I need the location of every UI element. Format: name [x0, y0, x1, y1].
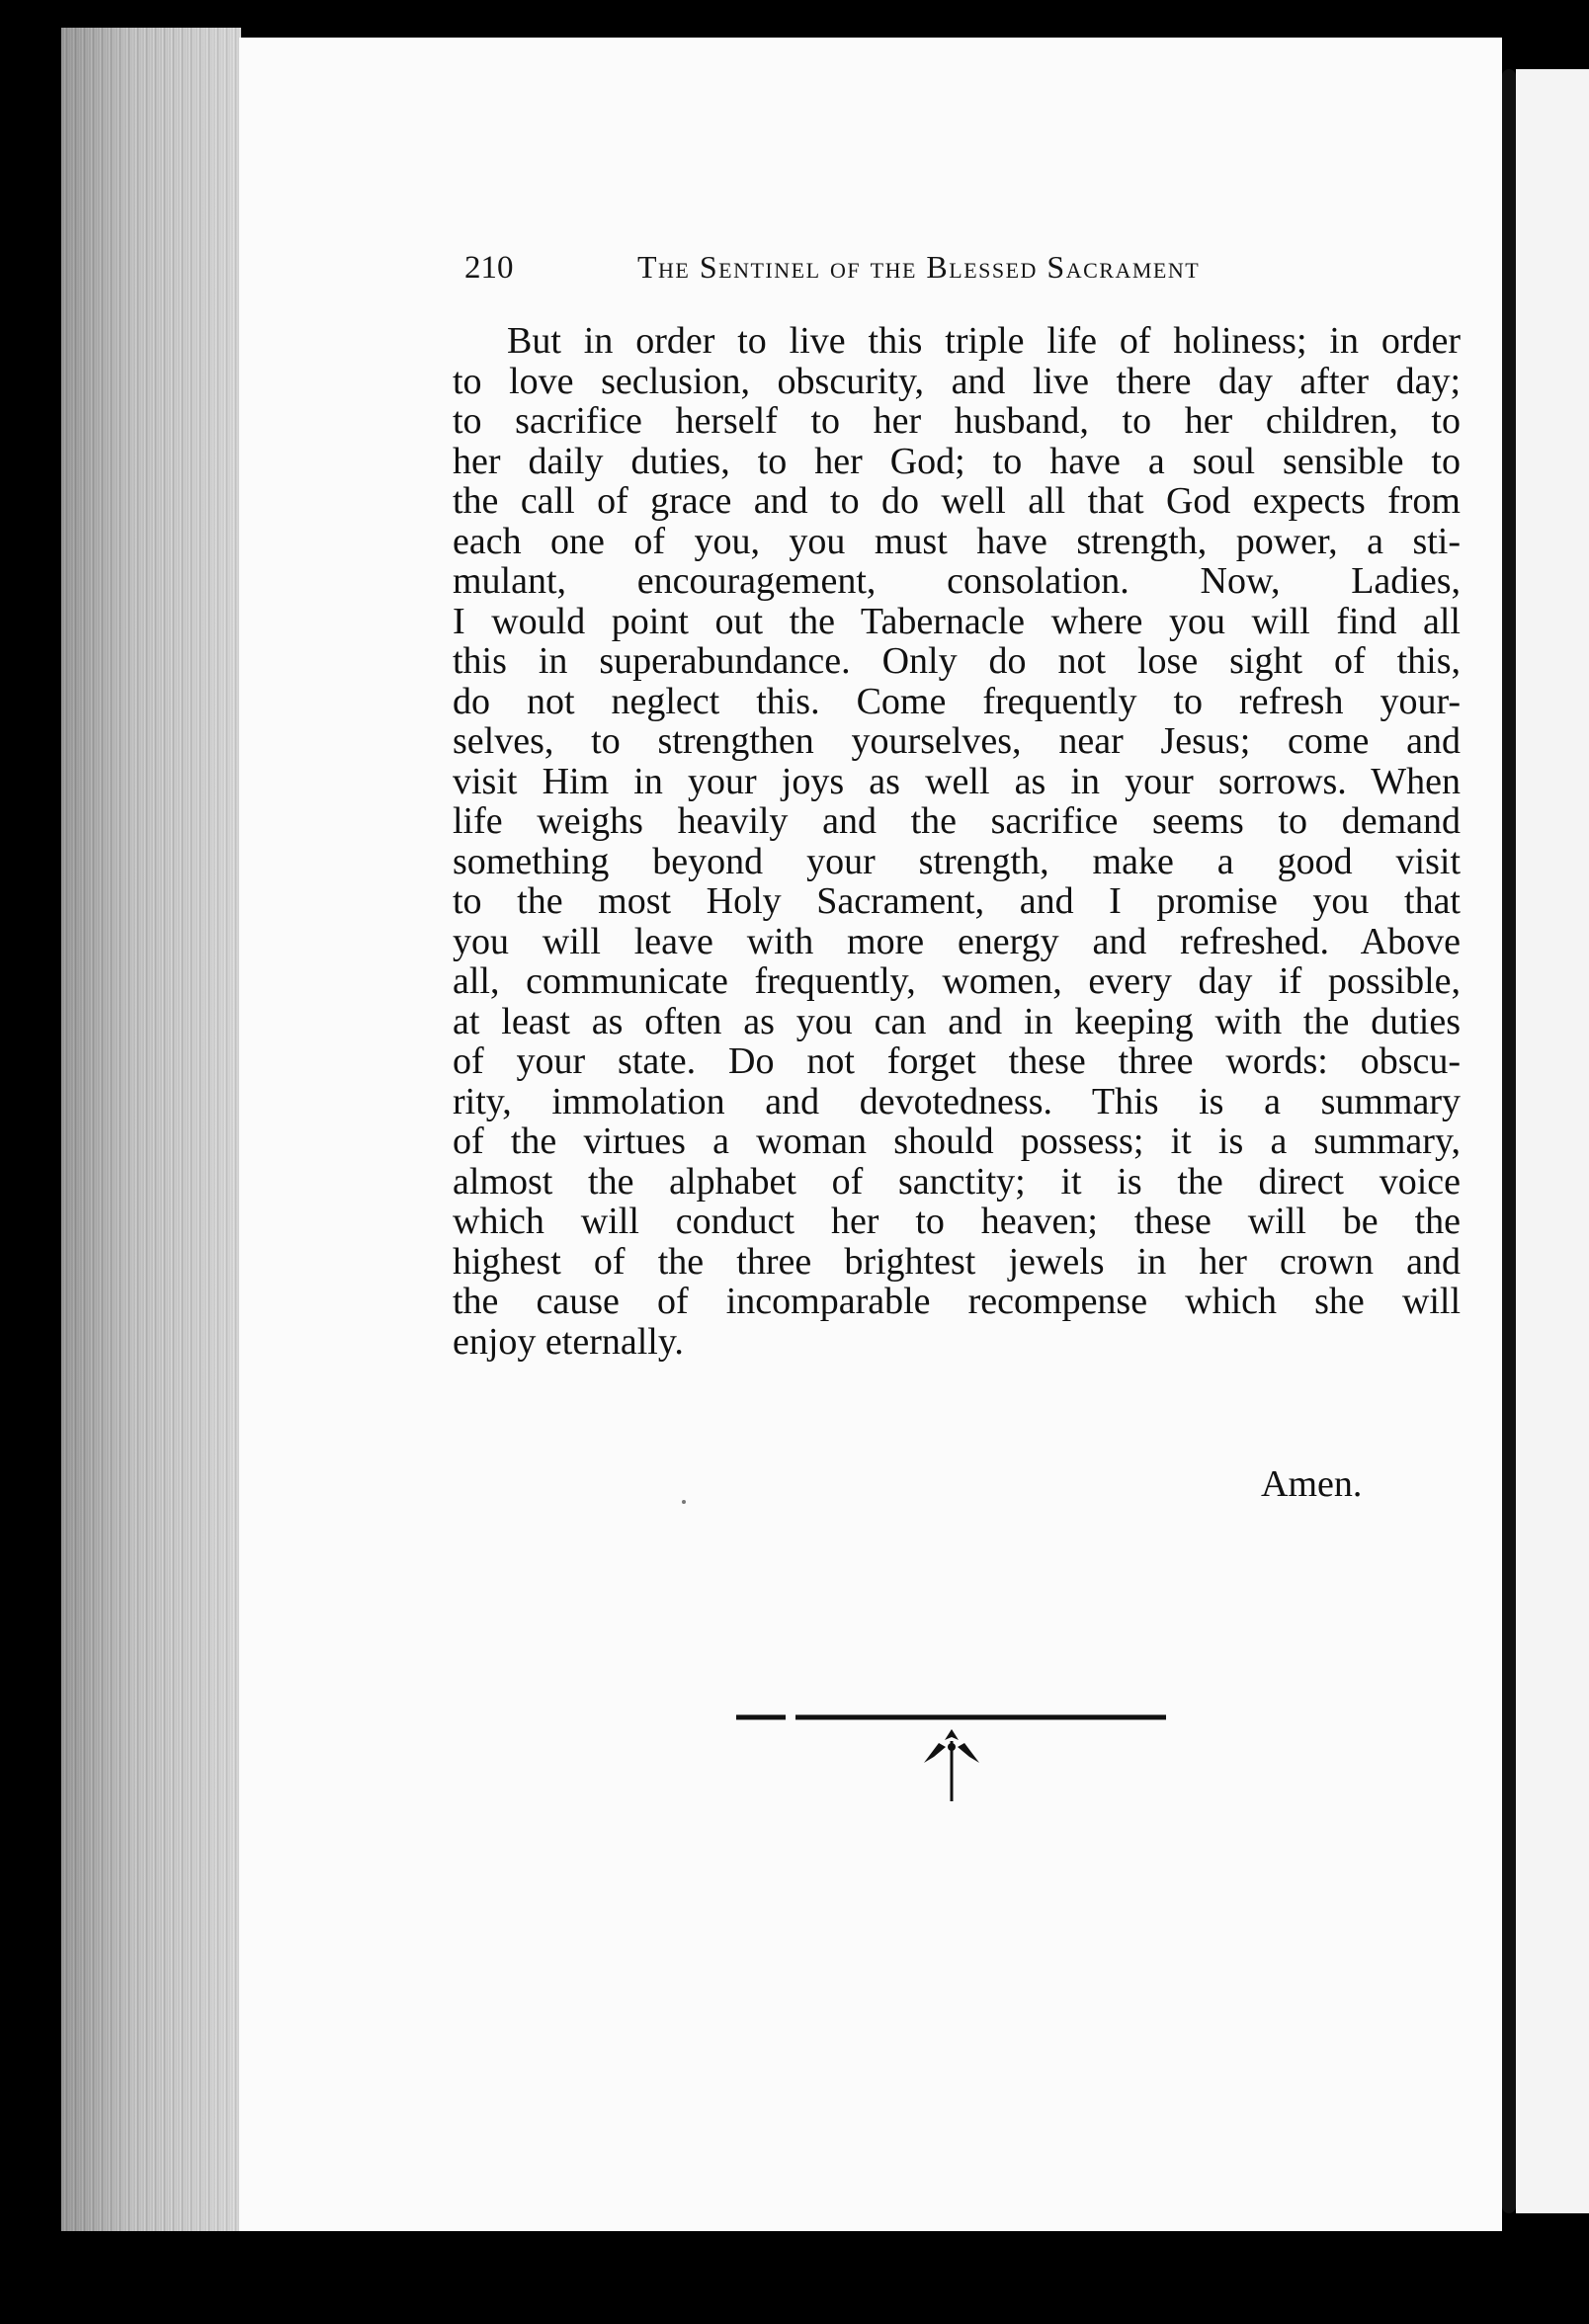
- text-line: all, communicate frequently, women, every day if possible,: [453, 961, 1461, 1002]
- text-line: to love seclusion, obscurity, and live there day after day;: [453, 361, 1461, 401]
- ornament-divider-icon: [736, 1707, 1166, 1806]
- text-line: of your state. Do not forget these three words: obscu-: [453, 1041, 1461, 1082]
- text-line: highest of the three brightest jewels in her crown and: [453, 1241, 1461, 1282]
- text-line: the cause of incomparable recompense which she will: [453, 1282, 1461, 1322]
- text-line: enjoy eternally.: [453, 1321, 684, 1362]
- text-line: But in order to live this triple life of holiness; in order: [507, 321, 1461, 362]
- text-line: to sacrifice herself to her husband, to her children, to: [453, 401, 1461, 442]
- text-line: of the virtues a woman should possess; it is a summary,: [453, 1121, 1461, 1162]
- text-line: selves, to strengthen yourselves, near Jesus; come and: [453, 721, 1461, 762]
- text-line: you will leave with more energy and refreshed. Above: [453, 921, 1461, 961]
- text-line: almost the alphabet of sanctity; it is the direct voice: [453, 1161, 1461, 1202]
- text-line: at least as often as you can and in keeping with the duties: [453, 1001, 1461, 1041]
- text-line: mulant, encouragement, consolation. Now, Ladies,: [453, 561, 1461, 602]
- text-line: the call of grace and to do well all that God expects from: [453, 481, 1461, 522]
- text-line: each one of you, you must have strength, power, a sti-: [453, 521, 1461, 561]
- text-line: life weighs heavily and the sacrifice seems to demand: [453, 801, 1461, 842]
- text-line: I would point out the Tabernacle where you will find all: [453, 601, 1461, 641]
- text-line: to the most Holy Sacrament, and I promise you that: [453, 881, 1461, 922]
- text-line: rity, immolation and devotedness. This is a summary: [453, 1081, 1461, 1121]
- text-line: her daily duties, to her God; to have a soul sensible to: [453, 441, 1461, 481]
- text-line: something beyond your strength, make a good visit: [453, 841, 1461, 881]
- body-paragraph: [453, 321, 1461, 1362]
- facing-page-edge: [1502, 69, 1516, 2213]
- closing-amen: Amen.: [1261, 1463, 1363, 1505]
- book-page-edges: [61, 28, 241, 2231]
- text-line: visit Him in your joys as well as in your sorrows. When: [453, 761, 1461, 801]
- speck: [682, 1500, 686, 1504]
- text-line: this in superabundance. Only do not lose sight of this,: [453, 641, 1461, 682]
- text-line: do not neglect this. Come frequently to refresh your-: [453, 681, 1461, 721]
- running-head: [464, 249, 1304, 287]
- facing-page-strip: [1516, 69, 1589, 2213]
- text-line: which will conduct her to heaven; these will be the: [453, 1202, 1461, 1242]
- page-number: 210: [464, 250, 514, 286]
- header-title: The Sentinel of the Blessed Sacrament: [637, 249, 1201, 285]
